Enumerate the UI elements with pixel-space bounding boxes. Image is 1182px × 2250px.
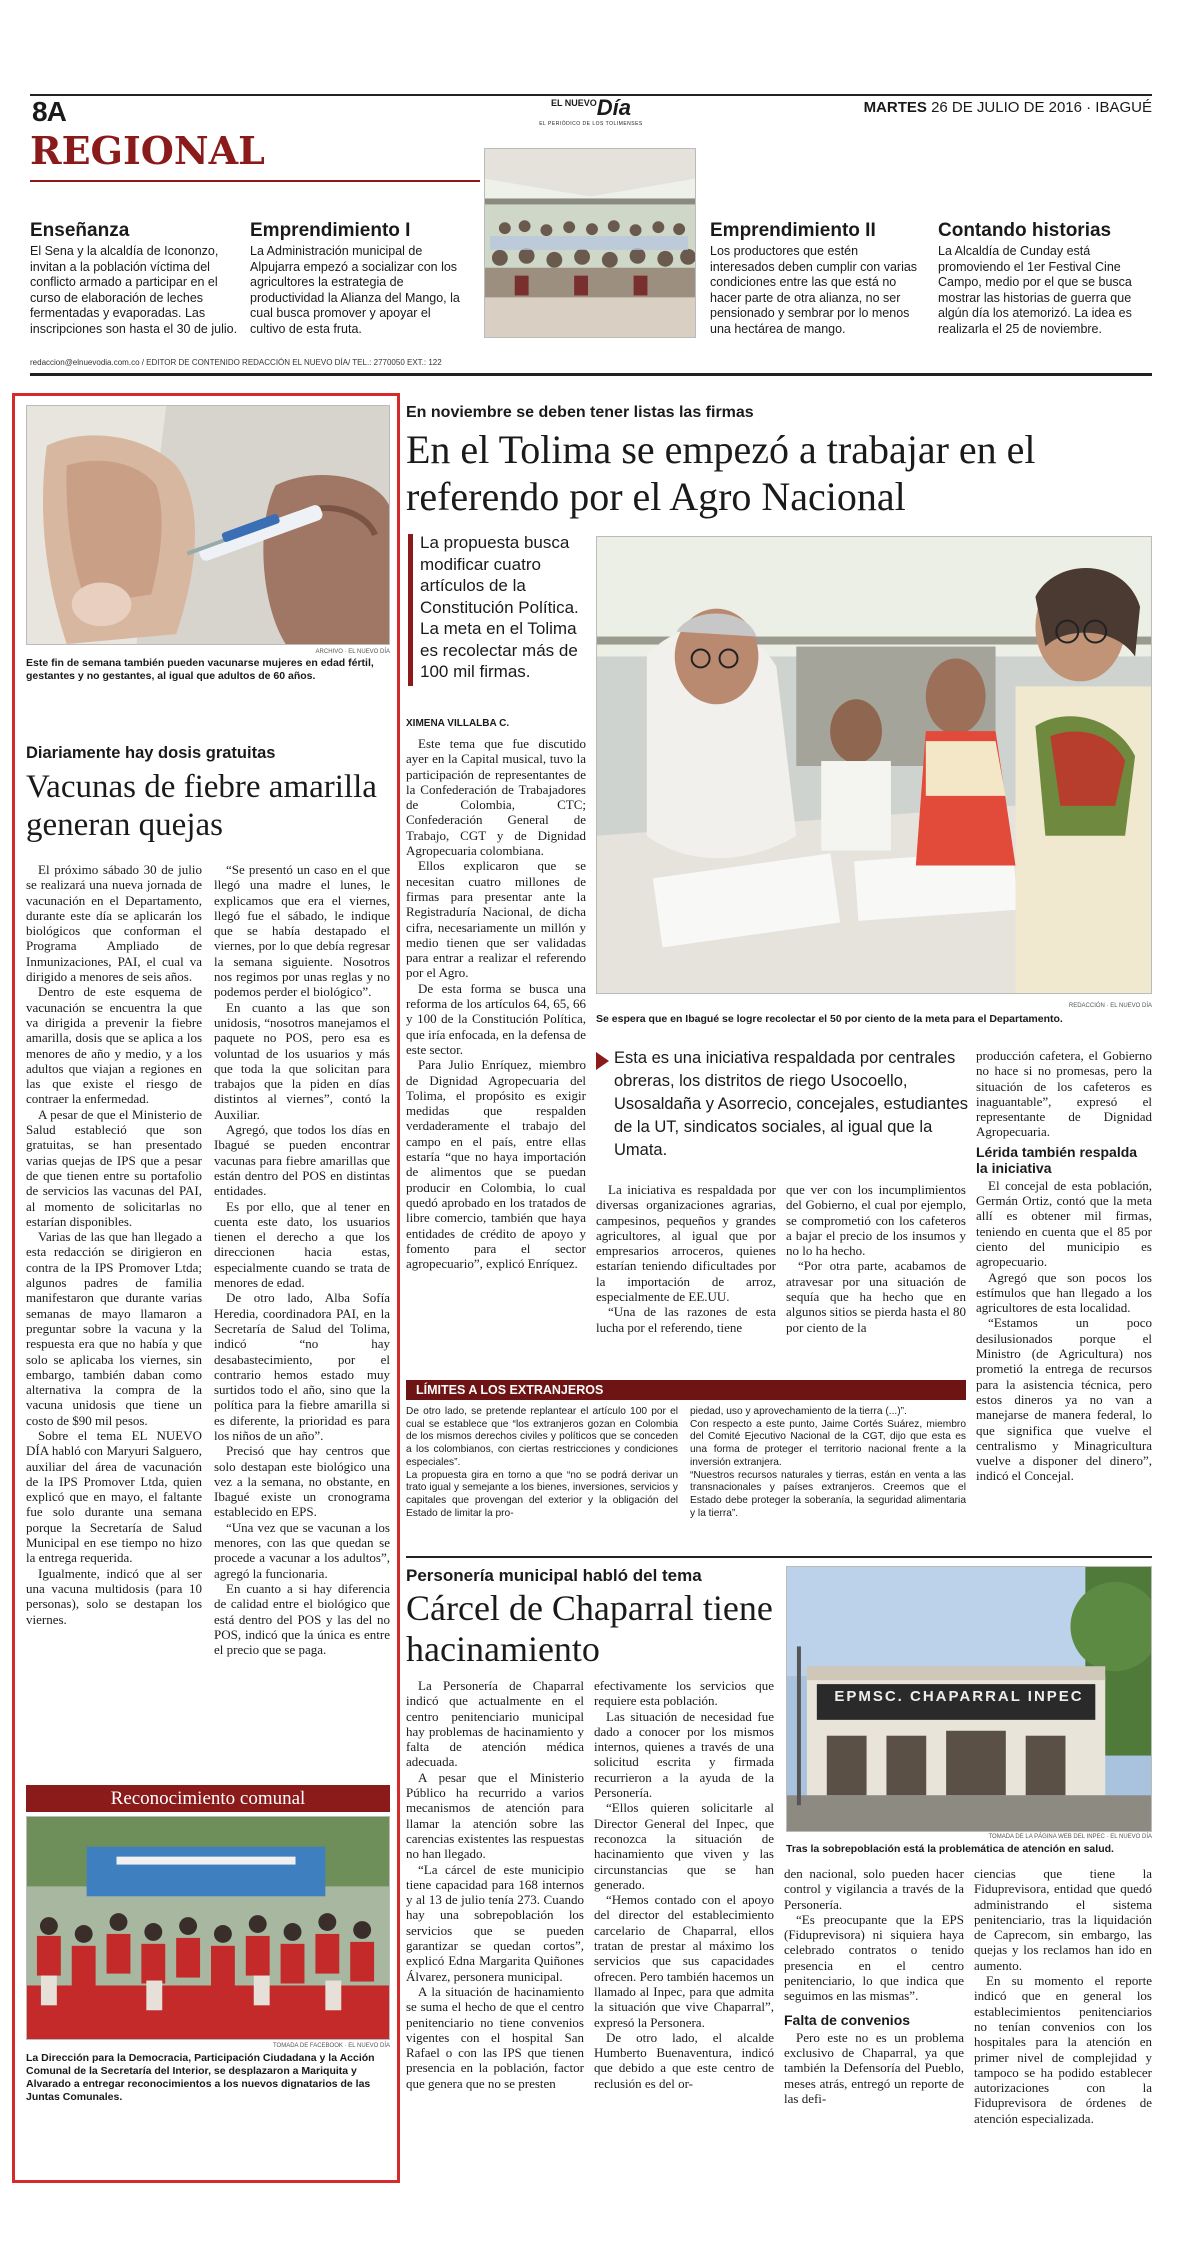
brief-text: La Alcaldía de Cunday está promoviendo el 1er Festival Cine Campo, medio por el que se busca mostrar las historias de guerra que algún día los atemorizó. La idea es realizarla el 25 de noviembre. (938, 244, 1132, 336)
paragraph: De otro lado, Alba Sofía Heredia, coordinadora PAI, en la Secretaría de Salud del Tolima, indicó “no hay desabastecimiento, por el contrario hemos estado muy surtidos todo el año, sino que la política para la fiebre amarilla si es diferente, la prioridad es para los niños de un año”. (214, 1290, 390, 1443)
vaccine-photo-credit: ARCHIVO · EL NUEVO DÍA (315, 649, 390, 655)
vaccine-column-2 (214, 862, 390, 1657)
paragraph: Para Julio Enríquez, miembro de Dignidad Agropecuaria del Tolima, el propósito es exigir medidas que respalden verdaderamente el trabajo del campo en el país, entre ellas estaría “que no haya importación de alimentos que se puedan producir en Colombia, lo cual quedó aprobado en los tratados de libre comercio, también que haya entidades de crédito de apoyo y fomento para el sector agropecuario”, explicó Enríquez. (406, 1057, 586, 1272)
recognition-photo (26, 1816, 390, 2040)
paragraph: En cuanto a las que son unidosis, “nosotros manejamos el paquete no POS, pero esa es voluntad de los usuarios y más que toda la que solicitan para trabajos que la piden en días distintos al viernes”, contó la Auxiliar. (214, 999, 390, 1122)
paragraph: Ellos explicaron que se necesitan cuatro millones de firmas para presentar ante la Registraduría Nacional, de dicha cifra, necesariamente un millón y medio tienen que ser validadas para entrar a realizar el referendo por el Agro. (406, 858, 586, 981)
paragraph: que ver con los incumplimientos del Gobierno, el cual por ejemplo, se comprometió con los cafeteros a bajar el precio de los insumos y no lo ha hecho. (786, 1182, 966, 1259)
paragraph: La iniciativa es respaldada por diversas organizaciones agrarias, campesinos, pequeños y grandes agricultores, al igual que por empresarios arroceros, quienes estarían teniendo dificultades por la importación de arroz, especialmente de EE.UU. (596, 1182, 776, 1305)
vaccine-headline: Vacunas de fiebre amarilla generan quejas (26, 769, 377, 843)
paragraph: La propuesta gira en torno a que “no se podrá derivar un trato igual y semejante a los bienes, inversiones, servicios y capitales que provengan del exterior y la obligación del Estado de limitar la pro- (406, 1469, 678, 1519)
section-title: REGIONAL (30, 128, 265, 173)
brief-text: Los productores que estén interesados deben cumplir con varias condiciones entre las que está no hacer parte de otra alianza, no ser pensionado y sembrar por lo menos una hectárea de mango. (710, 244, 918, 336)
paragraph: Agregó, que todos los días en Ibagué se pueden encontrar vacunas para fiebre amarillas que están dentro del POS en distintas entidades. (214, 1122, 390, 1199)
paragraph: Las situación de necesidad fue dado a conocer por los mismos internos, quienes a través de una solicitud escrita y firmada recurrieron a la ayuda de la Personería. (594, 1708, 774, 1801)
paragraph: A pesar de que el Ministerio de Salud estableció que son gratuitas, se han presentado varias quejas de IPS que a pesar de que tienen entre su portafolio de servicios las vacunas del PAI, al momento de solicitarlas no estarían disponibles. (26, 1106, 202, 1229)
paragraph: den nacional, solo pueden hacer control y vigilancia a través de la Personería. (784, 1866, 964, 1912)
logo-name: Día (596, 95, 632, 120)
paragraph: ciencias que tiene la Fiduprevisora, entidad que quedó administrando el sistema penitenciario, tras la liquidación de Caprecom, sin embargo, las quejas y los reclamos han ido en aumento. (974, 1866, 1152, 1973)
vaccine-photo (26, 405, 390, 645)
brief-emprendimiento-2 (710, 220, 922, 337)
page-number: 8A (32, 96, 66, 127)
brief-text: El Sena y la alcaldía de Icononzo, invitan a la población víctima del conflicto armado a participar en el curso de elaboración de leches fermentadas y evaporadas. Las inscripciones son hasta el 30 de julio. (30, 244, 238, 336)
referendum-photo-credit: REDACCIÓN · EL NUEVO DÍA (1068, 1003, 1152, 1009)
paragraph: “Una vez que se vacunan a los menores, con las que quedan se procede a vacunar a los adultos”, agregó la funcionaria. (214, 1519, 390, 1581)
recognition-banner: Reconocimiento comunal (26, 1785, 390, 1812)
masthead-logo (528, 95, 654, 127)
brief-title: Emprendimiento I (250, 220, 411, 241)
briefs-crowd-photo (484, 148, 696, 338)
referendum-column-4 (976, 1048, 1152, 1484)
paragraph: De esta forma se busca una reforma de los artículos 64, 65, 66 y 100 de la Constitución Política, que iría enfocada, en la defensa de este sector. (406, 980, 586, 1057)
paragraph: El próximo sábado 30 de julio se realizará una nueva jornada de vacunación en el Departamento, durante este día se aplicarán los biológicos que conforman el Programa Ampliado de Inmunizaciones, PAI, el cual va dirigido a menores de seis años. (26, 862, 202, 985)
paragraph: “Una de las razones de esta lucha por el referendo, tiene (596, 1304, 776, 1335)
paragraph: A la situación de hacinamiento se suma el hecho de que el centro penitenciario no tiene convenios vigentes con el hospital San Rafael o con las IPS que tienen presencia en la población, factor que genera que no se presten (406, 1983, 584, 2091)
header-bottom-rule (30, 373, 1152, 376)
paragraph: En su momento el reporte indicó que en general los establecimientos penitenciarios no tenían convenios con los hospitales para la atención en primer nivel de complejidad y tampoco se ha podido establecer autorizaciones con la Fiduprevisora de órdenes de atención especializada. (974, 1973, 1152, 2126)
prison-kicker: Personería municipal habló del tema (406, 1566, 702, 1585)
referendum-column-1 (406, 736, 586, 1271)
paragraph: De otro lado, el alcalde Humberto Buenaventura, indicó que debido a que este centro de reclusión es del or- (594, 2029, 774, 2091)
paragraph: Precisó que hay centros que solo destapan este biológico una vez a la semana, no obstante, en Ibagué existe un cronograma establecido en EPS. (214, 1443, 390, 1520)
paragraph: piedad, uso y aprovechamiento de la tierra (...)”. (690, 1406, 907, 1417)
logo-prefix: EL NUEVO (550, 98, 597, 108)
referendum-highlight: Esta es una iniciativa respaldada por centrales obreras, los distritos de riego Usocoello, Usosaldaña y Asorrecio, concejales, estudiantes de la UT, sindicatos sociales, al igual que la Umata. (614, 1049, 969, 1159)
convenios-subhead: Falta de convenios (784, 2011, 911, 2028)
prison-headline: Cárcel de Chaparral tiene hacinamiento (406, 1588, 773, 1669)
referendum-summary: La propuesta busca modificar cuatro artículos de la Constitución Política. La meta en el Tolima es recolectar más de 100 mil firmas. (420, 533, 579, 681)
paragraph: “La cárcel de este municipio tiene capacidad para 168 internos y al 13 de julio tenía 273. Cuando hay una sobrepoblación los servicios que se pueden garantizar se quedan cortos”, explicó Edna Margarita Quiñones Álvarez, personera municipal. (406, 1861, 584, 1984)
paragraph: “Nuestros recursos naturales y tierras, están en venta a las transnacionales y países extranjeros. Creemos que el Estado debe proteger la soberanía, la seguridad alimentaria y la tierra”. (690, 1469, 966, 1519)
contact-line: redaccion@elnuevodia.com.co / EDITOR DE CONTENIDO REDACCIÓN EL NUEVO DÍA/ TEL.: 2770050 EXT.: 122 (30, 358, 442, 367)
prison-photo-caption: Tras la sobrepoblación está la problemática de atención en salud. (786, 1843, 1114, 1855)
prison-column-3 (784, 1866, 964, 2106)
vaccine-kicker: Diariamente hay dosis gratuitas (26, 744, 276, 762)
paragraph: Igualmente, indicó que al ser una vacuna multidosis (para 10 personas), solo se destapan los viernes. (26, 1565, 202, 1627)
paragraph: Dentro de este esquema de vacunación se encuentra la que va dirigida a prevenir la fiebre amarilla, dosis que se aplica a los menores de año y medio, y a los adultos que viajan a regiones en las que existe el riesgo de contraer la enfermedad. (26, 984, 202, 1107)
brief-contando-historias (938, 220, 1152, 337)
section-divider (406, 1556, 1152, 1558)
paragraph: “Se presentó un caso en el que llegó una madre el lunes, le explicamos que era el viernes, llegó fue el sábado, le indique que se había destapado el viernes, por lo que debía regresar la semana siguiente. Nosotros nos regimos por unas reglas y no podemos perder el biológico”. (214, 862, 390, 1000)
prison-column-1 (406, 1678, 584, 2091)
header-top-rule (30, 94, 1152, 96)
section-rule (30, 180, 480, 182)
logo-tagline: EL PERIÓDICO DE LOS TOLIMENSES (539, 121, 643, 127)
referendum-kicker: En noviembre se deben tener listas las firmas (406, 404, 754, 421)
referendum-photo (596, 536, 1152, 994)
vaccine-column-1 (26, 862, 202, 1627)
paragraph: Con respecto a este punto, Jaime Cortés Suárez, miembro del Comité Ejecutivo Nacional de la CGT, dijo que esta es una forma de proteger el territorio nacional frente a la inversión extranjera. (690, 1418, 966, 1468)
paragraph: efectivamente los servicios que requiere esta población. (594, 1678, 774, 1709)
highlight-arrow-icon (596, 1052, 609, 1070)
foreigners-box-col-2 (690, 1406, 966, 1520)
prison-building-sign: EPMSC. CHAPARRAL INPEC (834, 1688, 1084, 1705)
paragraph: A pesar que el Ministerio Público ha recurrido a varios mecanismos de atención para llamar la atención sobre las carencias existentes las respuestas no han llegado. (406, 1769, 584, 1862)
referendum-photo-caption: Se espera que en Ibagué se logre recolectar el 50 por ciento de la meta para el Departamento. (596, 1013, 1063, 1025)
issue-date (864, 99, 1152, 116)
brief-ensenanza (30, 220, 238, 337)
paragraph: Varias de las que han llegado a esta redacción se dirigieron en contra de la IPS Promover Ltda; algunos padres de familia manifestaron que durante varias semanas de mayo llamaron a preguntar sobre la vacuna y la respuesta era que no había y que solo se aplicaba los viernes, sin embargo, también daban como alternativa la compra de la vacuna unidosis que tiene un costo de $90 mil pesos. (26, 1229, 202, 1428)
paragraph: En cuanto a si hay diferencia de calidad entre el biológico que está dentro del POS y las del no POS, indicó que la única es entre el precio que se paga. (214, 1580, 390, 1658)
recognition-photo-caption: La Dirección para la Democracia, Participación Ciudadana y la Acción Comunal de la Secretaría del Interior, se desplazaron a Mariquita y Alvarado a entregar reconocimientos a los nuevos dignatarios de las Juntas Comunales. (26, 2052, 375, 2103)
foreigners-box-header (406, 1380, 966, 1400)
paragraph: El concejal de esta población, Germán Ortiz, contó que la meta allí es obtener mil firmas, teniendo en cuenta que el 85 por ciento del municipio es agropecuario. (976, 1177, 1152, 1270)
vaccine-photo-caption: Este fin de semana también pueden vacunarse mujeres en edad fértil, gestantes y no gestantes, al igual que adultos de 60 años. (26, 657, 374, 682)
referendum-byline: XIMENA VILLALBA C. (406, 718, 510, 729)
brief-title: Enseñanza (30, 220, 130, 241)
paragraph: “Por otra parte, acabamos de atravesar por una situación de sequía que ha hecho que en algunos sitios se pierda hasta el 80 por ciento de la (786, 1258, 966, 1335)
referendum-column-2 (596, 1182, 776, 1335)
paragraph: producción cafetera, el Gobierno no hace si no promesas, pero la situación de los cafeteros es inaguantable”, expresó el representante de Dignidad Agropecuaria. (976, 1048, 1152, 1140)
paragraph: La Personería de Chaparral indicó que actualmente en el centro penitenciario municipal hay problemas de hacinamiento y falta de atención médica adecuada. (406, 1678, 584, 1770)
brief-emprendimiento-1 (250, 220, 468, 337)
paragraph: Sobre el tema EL NUEVO DÍA habló con Maryuri Salguero, auxiliar del área de vacunación de la IPS Promover Ltda, quien explicó que en mayo, el faltante fue solo durante una semana porque la Secretaría de Salud Municipal en ese tiempo no hizo la entrega requerida. (26, 1427, 202, 1566)
issue-date-rest: 26 DE JULIO DE 2016 · IBAGUÉ (926, 99, 1152, 116)
issue-date-day: MARTES (863, 99, 927, 116)
prison-photo-credit: TOMADA DE LA PÁGINA WEB DEL INPEC · EL NUEVO DÍA (988, 1834, 1152, 1840)
paragraph: Este tema que fue discutido ayer en la Capital musical, tuvo la participación de representantes de la Confederación de Trabajadores de Colombia, CTC; Confederación General de Trabajo, CGT y de Dignidad Agropecuaria colombiana. (406, 736, 586, 859)
brief-text: La Administración municipal de Alpujarra empezó a socializar con los agricultores la estrategia de productividad la Alianza del Mango, la cual busca promover y apoyar el cultivo de esta fruta. (250, 244, 460, 336)
referendum-headline: En el Tolima se empezó a trabajar en el referendo por el Agro Nacional (406, 427, 1036, 519)
prison-column-4 (974, 1866, 1152, 2126)
brief-title: Emprendimiento II (710, 220, 876, 241)
lerida-subhead: Lérida también respalda la iniciativa (976, 1143, 1138, 1176)
paragraph: Es por ello, que al tener en cuenta este dato, los usuarios tienen el derecho a que los direccionen hacia estas, especialmente cuando se trata de menores de edad. (214, 1198, 390, 1291)
referendum-summary-bar (408, 534, 413, 686)
prison-column-2 (594, 1678, 774, 2091)
paragraph: Pero este no es un problema exclusivo de Chaparral, ya que también la Defensoría del Pueblo, meses atrás, entregó un reporte de las defi- (784, 2029, 964, 2106)
foreigners-box-col-1 (406, 1406, 678, 1520)
paragraph: “Hemos contado con el apoyo del director del establecimiento carcelario de Chaparral, ellos tratan de prestar al máximo los servicios que sus capacidades ofrecen. Pero también hacemos un llamado al Inpec, para que admita la situación que vive Chaparral”, expresó la Personera. (594, 1892, 774, 2030)
brief-title: Contando historias (938, 220, 1112, 241)
foreigners-box-title: LÍMITES A LOS EXTRANJEROS (416, 1383, 604, 1397)
paragraph: “Estamos un poco desilusionados porque el Ministro (de Agricultura) nos prometió la entrega de recursos para la asistencia técnica, pero estos dineros ya no van a manejarse de manera federal, lo que significa que vuelve el centralismo y Minagricultura vuelve a disponer del dinero”, indicó el Concejal. (976, 1315, 1152, 1484)
paragraph: “Es preocupante que la EPS (Fiduprevisora) ni siquiera haya celebrado contratos o tenido presencia en el centro penitenciario, lo que indica que seguimos en las mismas”. (784, 1911, 964, 2004)
referendum-column-3 (786, 1182, 966, 1335)
recognition-photo-credit: TOMADA DE FACEBOOK · EL NUEVO DÍA (272, 2043, 390, 2049)
paragraph: “Ellos quieren solicitarle al Director General del Inpec, que reconozca la situación de hacinamiento que viven y las circunstancias que se han generado. (594, 1800, 774, 1892)
paragraph: De otro lado, se pretende replantear el artículo 100 por el cual se establece que “los extranjeros gozan en Colombia de los mismos derechos civiles y políticos que se conceden a los colombianos, con ciertas restricciones y condiciones especiales”. (406, 1406, 678, 1468)
paragraph: Agregó que son pocos los estímulos que han llegado a los agricultores de esta localidad. (976, 1269, 1152, 1316)
